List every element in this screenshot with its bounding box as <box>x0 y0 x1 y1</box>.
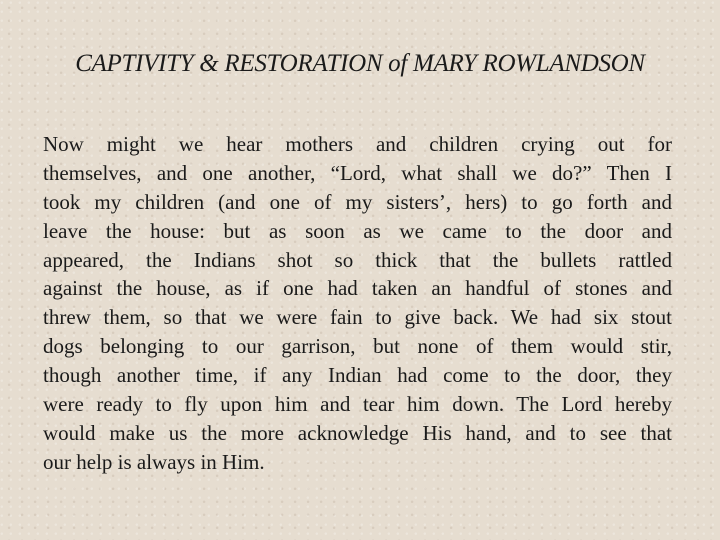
passage-text <box>43 130 672 477</box>
text-line: would make us the more acknowledge His hand, and to see that <box>43 420 672 445</box>
text-line: leave the house: but as soon as we came to the door and <box>43 218 672 243</box>
text-line: dogs belonging to our garrison, but none of them would stir, <box>43 334 672 359</box>
text-line: appeared, the Indians shot so thick that the bullets rattled <box>43 247 672 272</box>
text-line: took my children (and one of my sisters’, hers) to go forth and <box>43 189 672 214</box>
text-line: were ready to fly upon him and tear him down. The Lord hereby <box>43 392 672 417</box>
text-line: threw them, so that we were fain to give back. We had six stout <box>43 305 672 330</box>
text-line: Now might we hear mothers and children crying out for <box>43 132 672 156</box>
text-line: though another time, if any Indian had come to the door, they <box>43 363 672 388</box>
text-line: themselves, and one another, “Lord, what shall we do?” Then I <box>43 160 672 185</box>
text-line: our help is always in Him. <box>43 449 265 474</box>
text-line: against the house, as if one had taken an handful of stones and <box>43 276 672 301</box>
slide-title: CAPTIVITY & RESTORATION of MARY ROWLANDSON <box>75 50 645 77</box>
